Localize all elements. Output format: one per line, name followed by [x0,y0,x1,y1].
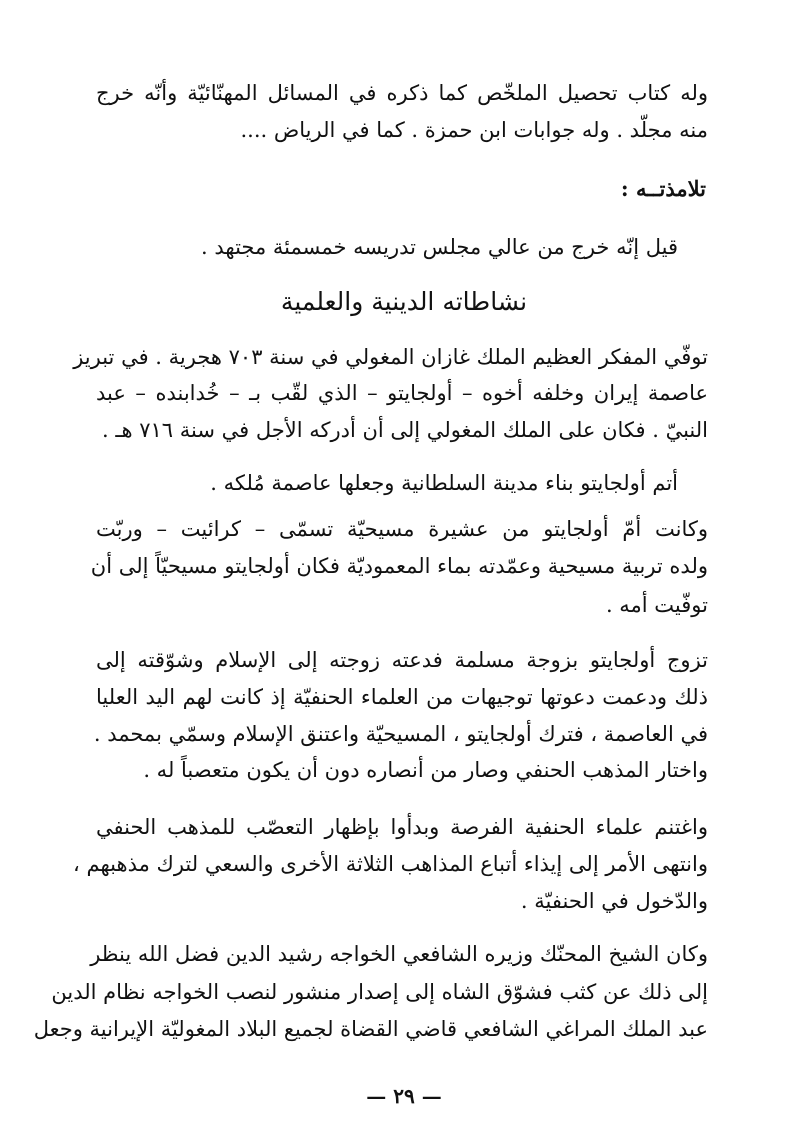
students-heading: تلامذتــه : [620,176,706,201]
paragraph-6-line-1: تزوج أولجايتو بزوجة مسلمة فدعته زوجته إلى الإسلام وشوّقته إلى [96,648,708,672]
paragraph-2-line-1: قيل إنّه خرج من عالي مجلس تدريسه خمسمئة مجتهد . [201,235,678,259]
paragraph-6-line-3: في العاصمة ، فترك أولجايتو ، المسيحيّة واعتنق الإسلام وسمّي بمحمد . [93,722,708,746]
paragraph-7-line-2: وانتهى الأمر إلى إيذاء أتباع المذاهب الثلاثة الأخرى والسعي لترك مذهبهم ، [73,852,708,876]
paragraph-8-line-3: عبد الملك المراغي الشافعي قاضي القضاة لجميع البلاد المغوليّة الإيرانية وجعل [33,1017,708,1041]
paragraph-8-line-1: وكان الشيخ المحنّك وزيره الشافعي الخواجه رشيد الدين فضل الله ينظر [90,942,708,966]
paragraph-6-line-4: واختار المذهب الحنفي وصار من أنصاره دون أن يكون متعصباً له . [143,758,708,782]
paragraph-5-line-3: توفّيت أمه . [605,593,708,617]
paragraph-8-line-2: إلى ذلك عن كثب فشوّق الشاه إلى إصدار منشور لنصب الخواجه نظام الدين [51,980,708,1004]
paragraph-3-line-1: توفّي المفكر العظيم الملك غازان المغولي في سنة ٧٠٣ هجرية . في تبريز [73,345,708,369]
paragraph-6-line-2: ذلك ودعمت دعوتها توجيهات من العلماء الحنفيّة إذ كانت لهم اليد العليا [96,685,708,709]
paragraph-3-line-3: النبيّ . فكان على الملك المغولي إلى أن أدركه الأجل في سنة ٧١٦ هـ . [101,418,708,442]
paragraph-7-line-1: واغتنم علماء الحنفية الفرصة وبدأوا بإظهار التعصّب للمذهب الحنفي [96,815,708,839]
section-title: نشاطاته الدينية والعلمية [280,287,528,316]
paragraph-5-line-2: ولده تربية مسيحية وعمّدته بماء المعموديّة فكان أولجايتو مسيحيّاً إلى أن [90,554,708,578]
paragraph-1-line-2: منه مجلّد . وله جوابات ابن حمزة . كما في الرياض .... [240,118,708,142]
paragraph-3-line-2: عاصمة إيران وخلفه أخوه – أولجايتو – الذي لقّب بـ – خُدابنده – عبد [96,381,708,405]
paragraph-4-line-1: أتم أولجايتو بناء مدينة السلطانية وجعلها عاصمة مُلكه . [210,471,678,495]
paragraph-5-line-1: وكانت أمّ أولجايتو من عشيرة مسيحيّة تسمّى – كرائيت – وربّت [96,517,708,541]
page-number: — ٢٩ — [366,1084,442,1108]
paragraph-1-line-1: وله كتاب تحصيل الملخّص كما ذكره في المسائل المهنّائيّة وأنّه خرج [96,81,708,105]
paragraph-7-line-3: والدّخول في الحنفيّة . [520,889,708,913]
